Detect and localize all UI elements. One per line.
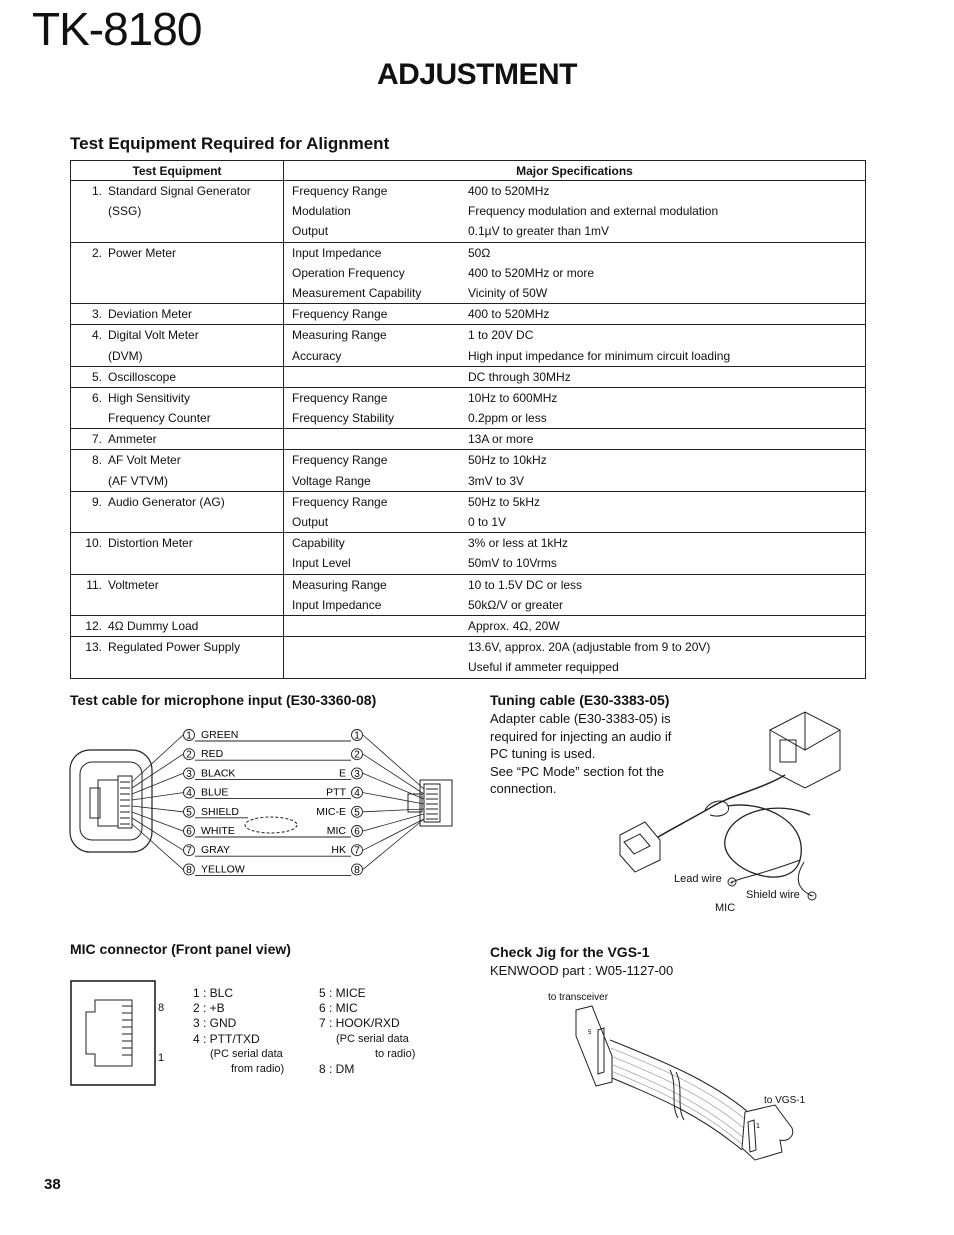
parameter-text: Output xyxy=(292,224,329,239)
pin-number: 4 xyxy=(186,788,192,800)
item-number: 3. xyxy=(91,307,102,322)
parameter-text: Input Impedance xyxy=(292,245,382,260)
pin-line: to radio) xyxy=(375,1047,416,1060)
wire-color-label: SHIELD xyxy=(201,805,239,818)
pin-label-bottom: 1 xyxy=(158,1052,165,1064)
pin-number: 7 xyxy=(186,845,192,857)
cell-parameter xyxy=(284,637,461,678)
wire-fan xyxy=(132,818,183,850)
svg-text:+: + xyxy=(729,880,734,887)
cell-equipment xyxy=(71,181,284,243)
parameter-text xyxy=(284,616,460,636)
col-header-specs: Major Specifications xyxy=(284,161,866,181)
cell-equipment xyxy=(71,242,284,304)
equipment-text xyxy=(71,221,283,241)
parameter-text: Frequency Range xyxy=(292,494,388,509)
parameter-text: Accuracy xyxy=(292,348,342,363)
table-row xyxy=(71,450,866,491)
cell-equipment xyxy=(71,615,284,636)
cell-equipment xyxy=(71,429,284,450)
cell-spec xyxy=(460,242,866,304)
model-title: TK-8180 xyxy=(32,3,202,55)
wire-fan xyxy=(132,812,183,831)
equipment-text: 7. Ammeter xyxy=(71,429,283,449)
tuning-cable-title: Tuning cable (E30-3383-05) xyxy=(490,692,670,708)
parameter-text: Frequency Range xyxy=(292,184,388,198)
table-row xyxy=(71,387,866,428)
lead-wire-label: Lead wire xyxy=(674,873,722,885)
table-row xyxy=(71,304,866,325)
cell-parameter xyxy=(284,615,461,636)
spec-text: 13A or more xyxy=(468,432,534,447)
cell-spec xyxy=(460,429,866,450)
spec-text: 0.2ppm or less xyxy=(468,411,547,426)
item-number: 9. xyxy=(91,494,102,509)
check-jig-drawing xyxy=(570,1000,810,1175)
spec-text: 13.6V, approx. 20A (adjustable from 9 to 20V) xyxy=(468,640,711,655)
table-row xyxy=(71,615,866,636)
cell-spec xyxy=(460,304,866,325)
wire-color-label: WHITE xyxy=(201,825,235,837)
cell-spec xyxy=(460,325,866,366)
mic-pinout-col2 xyxy=(319,986,415,1077)
wire-function-label: E xyxy=(338,767,346,780)
cell-spec xyxy=(460,615,866,636)
parameter-text: Input Impedance xyxy=(292,597,382,612)
parameter-text xyxy=(284,657,460,677)
wire-fan xyxy=(363,819,424,850)
item-number: 1. xyxy=(91,184,102,198)
parameter-text: Voltage Range xyxy=(292,473,371,488)
parameter-text xyxy=(284,637,460,657)
item-number: 11. xyxy=(86,577,102,592)
spec-text: 3mV to 3V xyxy=(468,473,525,488)
pin-line: 7 : HOOK/RXD xyxy=(319,1016,400,1031)
desc-line: PC tuning is used. xyxy=(490,746,596,761)
table-row xyxy=(71,366,866,387)
pin-mark-top: 5 xyxy=(588,1030,592,1036)
pin-number: 2 xyxy=(354,749,360,761)
equipment-text xyxy=(71,595,283,615)
desc-line: See “PC Mode” section fot the xyxy=(490,763,665,779)
item-number: 6. xyxy=(91,390,102,405)
page-heading: ADJUSTMENT xyxy=(376,58,577,91)
cell-parameter xyxy=(284,304,461,325)
equipment-table xyxy=(70,160,866,679)
cell-equipment xyxy=(71,491,284,532)
cell-spec xyxy=(460,491,866,532)
parameter-text: Operation Frequency xyxy=(292,265,405,280)
wire-function-label: HK xyxy=(331,844,346,857)
cell-parameter xyxy=(284,450,461,491)
item-number: 7. xyxy=(91,432,102,447)
desc-line: connection. xyxy=(490,781,557,796)
equipment-text xyxy=(71,263,283,283)
item-number: 13. xyxy=(85,640,102,655)
equipment-text: 2. Power Meter xyxy=(71,243,283,263)
pin-number: 3 xyxy=(354,768,360,780)
pin-line: (PC serial data xyxy=(210,1047,283,1060)
spec-text: 400 to 520MHz or more xyxy=(468,265,595,280)
mic-pinout-col1 xyxy=(193,986,284,1077)
mic-cable-diagram xyxy=(68,718,458,883)
table-row xyxy=(71,429,866,450)
cell-parameter xyxy=(284,429,461,450)
desc-line: Adapter cable (E30-3383-05) is xyxy=(490,711,671,726)
spec-text: 400 to 520MHz xyxy=(468,307,550,322)
parameter-text xyxy=(284,367,460,387)
parameter-text: Output xyxy=(292,515,329,529)
page-number: 38 xyxy=(44,1176,61,1193)
spec-text: 50mV to 10Vrms xyxy=(468,556,557,571)
equipment-text: (AF VTVM) xyxy=(108,473,168,488)
cell-equipment xyxy=(71,450,284,491)
pin-mark: 1 xyxy=(756,1123,760,1130)
cell-equipment xyxy=(71,304,284,325)
equipment-text: 3. Deviation Meter xyxy=(71,304,283,324)
spec-text: 0 to 1V xyxy=(468,515,507,529)
pin-label-top: 8 xyxy=(158,1002,165,1014)
equipment-text: Frequency Counter xyxy=(108,411,211,426)
parameter-text: Measuring Range xyxy=(292,577,387,592)
wire-function-label: PTT xyxy=(326,786,346,799)
spec-text: High input impedance for minimum circuit loading xyxy=(468,348,731,363)
cell-equipment xyxy=(71,637,284,678)
pin-number: 6 xyxy=(186,826,192,838)
cell-spec xyxy=(460,366,866,387)
table-row xyxy=(71,325,866,366)
cell-spec xyxy=(460,387,866,428)
cell-parameter xyxy=(284,325,461,366)
spec-text: 50Ω xyxy=(468,245,491,260)
spec-text: Useful if ammeter requipped xyxy=(468,660,619,675)
item-number: 5. xyxy=(91,369,102,384)
col-header-equipment: Test Equipment xyxy=(71,161,284,181)
wire-fan xyxy=(132,773,183,794)
cell-parameter xyxy=(284,242,461,304)
parameter-text xyxy=(284,429,460,449)
to-vgs-label: to VGS-1 xyxy=(764,1095,806,1106)
cell-spec xyxy=(460,450,866,491)
equipment-text: 6. High Sensitivity xyxy=(71,388,283,408)
cell-spec xyxy=(460,637,866,678)
equipment-text: 12. 4Ω Dummy Load xyxy=(71,616,283,636)
svg-text:−: − xyxy=(809,891,815,901)
wire-fan xyxy=(132,793,183,800)
section-title: Test Equipment Required for Alignment xyxy=(70,134,390,153)
wire-color-label: RED xyxy=(201,748,224,761)
pin-number: 1 xyxy=(186,730,192,742)
item-number: 12. xyxy=(85,618,102,633)
wire-fan xyxy=(132,754,183,788)
wire-fan xyxy=(132,806,183,812)
cell-equipment xyxy=(71,325,284,366)
item-number: 2. xyxy=(91,245,102,260)
table-row xyxy=(71,637,866,678)
cell-equipment xyxy=(71,533,284,574)
spec-text: 1 to 20V DC xyxy=(468,328,534,343)
cell-spec xyxy=(460,533,866,574)
pin-number: 8 xyxy=(186,864,192,876)
cell-equipment xyxy=(71,574,284,615)
wire-function-label: MIC-E xyxy=(316,805,346,818)
spec-text: 50Hz to 5kHz xyxy=(468,494,541,509)
equipment-text xyxy=(71,512,283,532)
pin-line: 3 : GND xyxy=(193,1016,237,1031)
pin-number: 3 xyxy=(186,768,192,780)
item-number: 4. xyxy=(91,328,102,343)
equipment-text: 8. AF Volt Meter xyxy=(71,450,283,470)
spec-text: Approx. 4Ω, 20W xyxy=(468,618,560,633)
table-row xyxy=(71,533,866,574)
equipment-text xyxy=(71,283,283,303)
pin-number: 7 xyxy=(354,845,360,857)
wire-color-label: BLUE xyxy=(201,786,229,799)
spec-text: 10 to 1.5V DC or less xyxy=(468,577,583,592)
item-number: 8. xyxy=(91,453,102,468)
cell-parameter xyxy=(284,491,461,532)
equipment-text: (DVM) xyxy=(108,348,143,363)
spec-text: DC through 30MHz xyxy=(468,369,571,384)
pin-line: (PC serial data xyxy=(336,1032,409,1045)
pin-line: 2 : +B xyxy=(193,1001,225,1016)
pin-line: 4 : PTT/TXD xyxy=(193,1031,260,1046)
parameter-text: Frequency Range xyxy=(292,390,388,405)
to-transceiver-label: to transceiver xyxy=(548,992,609,1003)
cell-equipment xyxy=(71,366,284,387)
pin-number: 8 xyxy=(354,864,360,876)
wire-fan xyxy=(363,814,424,831)
parameter-text: Measuring Range xyxy=(292,328,387,343)
pin-line: 1 : BLC xyxy=(193,986,234,1000)
equipment-text: 1. Standard Signal Generator xyxy=(71,181,283,201)
parameter-text: Input Level xyxy=(292,556,351,571)
wire-color-label: GRAY xyxy=(201,844,230,857)
parameter-text: Frequency Range xyxy=(292,453,388,468)
spec-text: 400 to 520MHz xyxy=(468,184,550,198)
cell-spec xyxy=(460,574,866,615)
equipment-text: 10. Distortion Meter xyxy=(71,533,283,553)
wire-fan xyxy=(363,754,424,794)
equipment-text: (SSG) xyxy=(108,204,142,219)
table-row xyxy=(71,242,866,304)
wire-color-label: YELLOW xyxy=(201,863,245,876)
spec-text: Vicinity of 50W xyxy=(468,285,548,300)
cell-equipment xyxy=(71,387,284,428)
table-row xyxy=(71,574,866,615)
cell-parameter xyxy=(284,366,461,387)
cell-parameter xyxy=(284,533,461,574)
equipment-text xyxy=(71,657,283,677)
wire-fan xyxy=(132,824,183,869)
wire-fan xyxy=(363,773,424,799)
cell-parameter xyxy=(284,181,461,243)
equipment-text: 13. Regulated Power Supply xyxy=(71,637,283,657)
pin-number: 1 xyxy=(354,730,360,742)
spec-text: 0.1µV to greater than 1mV xyxy=(468,224,609,239)
equipment-text: 4. Digital Volt Meter xyxy=(71,325,283,345)
cell-spec xyxy=(460,181,866,243)
cell-parameter xyxy=(284,387,461,428)
shield-wire-label: Shield wire xyxy=(746,889,800,901)
equipment-text: 11. Voltmeter xyxy=(71,575,283,595)
check-jig-part: KENWOOD part : W05-1127-00 xyxy=(490,963,674,978)
equipment-text xyxy=(71,553,283,573)
parameter-text: Capability xyxy=(292,536,345,551)
spec-text: 50kΩ/V or greater xyxy=(468,597,564,612)
spec-text: 3% or less at 1kHz xyxy=(468,536,569,551)
wire-function-label: MIC xyxy=(326,825,346,837)
pin-line: 6 : MIC xyxy=(319,1001,358,1016)
pin-line: from radio) xyxy=(231,1063,285,1076)
table-row xyxy=(71,491,866,532)
tuning-cable-drawing xyxy=(600,700,870,920)
wire-fan xyxy=(363,819,424,869)
pin-line: 8 : DM xyxy=(319,1062,355,1077)
equipment-text: 9. Audio Generator (AG) xyxy=(71,492,283,512)
mic-cable-title: Test cable for microphone input (E30-3360-08) xyxy=(70,692,377,708)
item-number: 10. xyxy=(85,536,102,551)
table-row xyxy=(71,181,866,243)
spec-text: 50Hz to 10kHz xyxy=(468,453,547,468)
pin-number: 2 xyxy=(186,749,192,761)
mic-cable-drawing xyxy=(68,718,458,883)
mic-connector-drawing xyxy=(70,980,156,1086)
wire-color-label: BLACK xyxy=(201,767,236,780)
pin-line: 5 : MICE xyxy=(319,986,366,1000)
spec-text: 10Hz to 600MHz xyxy=(468,390,558,405)
pin-number: 5 xyxy=(354,807,360,819)
wire-fan xyxy=(132,735,183,782)
parameter-text: Frequency Range xyxy=(292,307,388,322)
desc-line: required for injecting an audio if xyxy=(490,728,672,744)
pin-number: 5 xyxy=(186,807,192,819)
wire-color-label: GREEN xyxy=(201,729,239,741)
cell-parameter xyxy=(284,574,461,615)
wire-fan xyxy=(363,809,424,812)
parameter-text: Measurement Capability xyxy=(292,285,422,300)
equipment-text: 5. Oscilloscope xyxy=(71,367,283,387)
pin-number: 6 xyxy=(354,826,360,838)
check-jig-title: Check Jig for the VGS-1 xyxy=(490,944,650,960)
mic-label: MIC xyxy=(715,902,736,914)
parameter-text: Frequency Stability xyxy=(292,411,395,426)
mic-connector-title: MIC connector (Front panel view) xyxy=(70,941,291,957)
spec-text: Frequency modulation and external modulation xyxy=(468,204,719,219)
parameter-text: Modulation xyxy=(292,204,351,219)
pin-number: 4 xyxy=(354,788,360,800)
wire-fan xyxy=(363,735,424,789)
